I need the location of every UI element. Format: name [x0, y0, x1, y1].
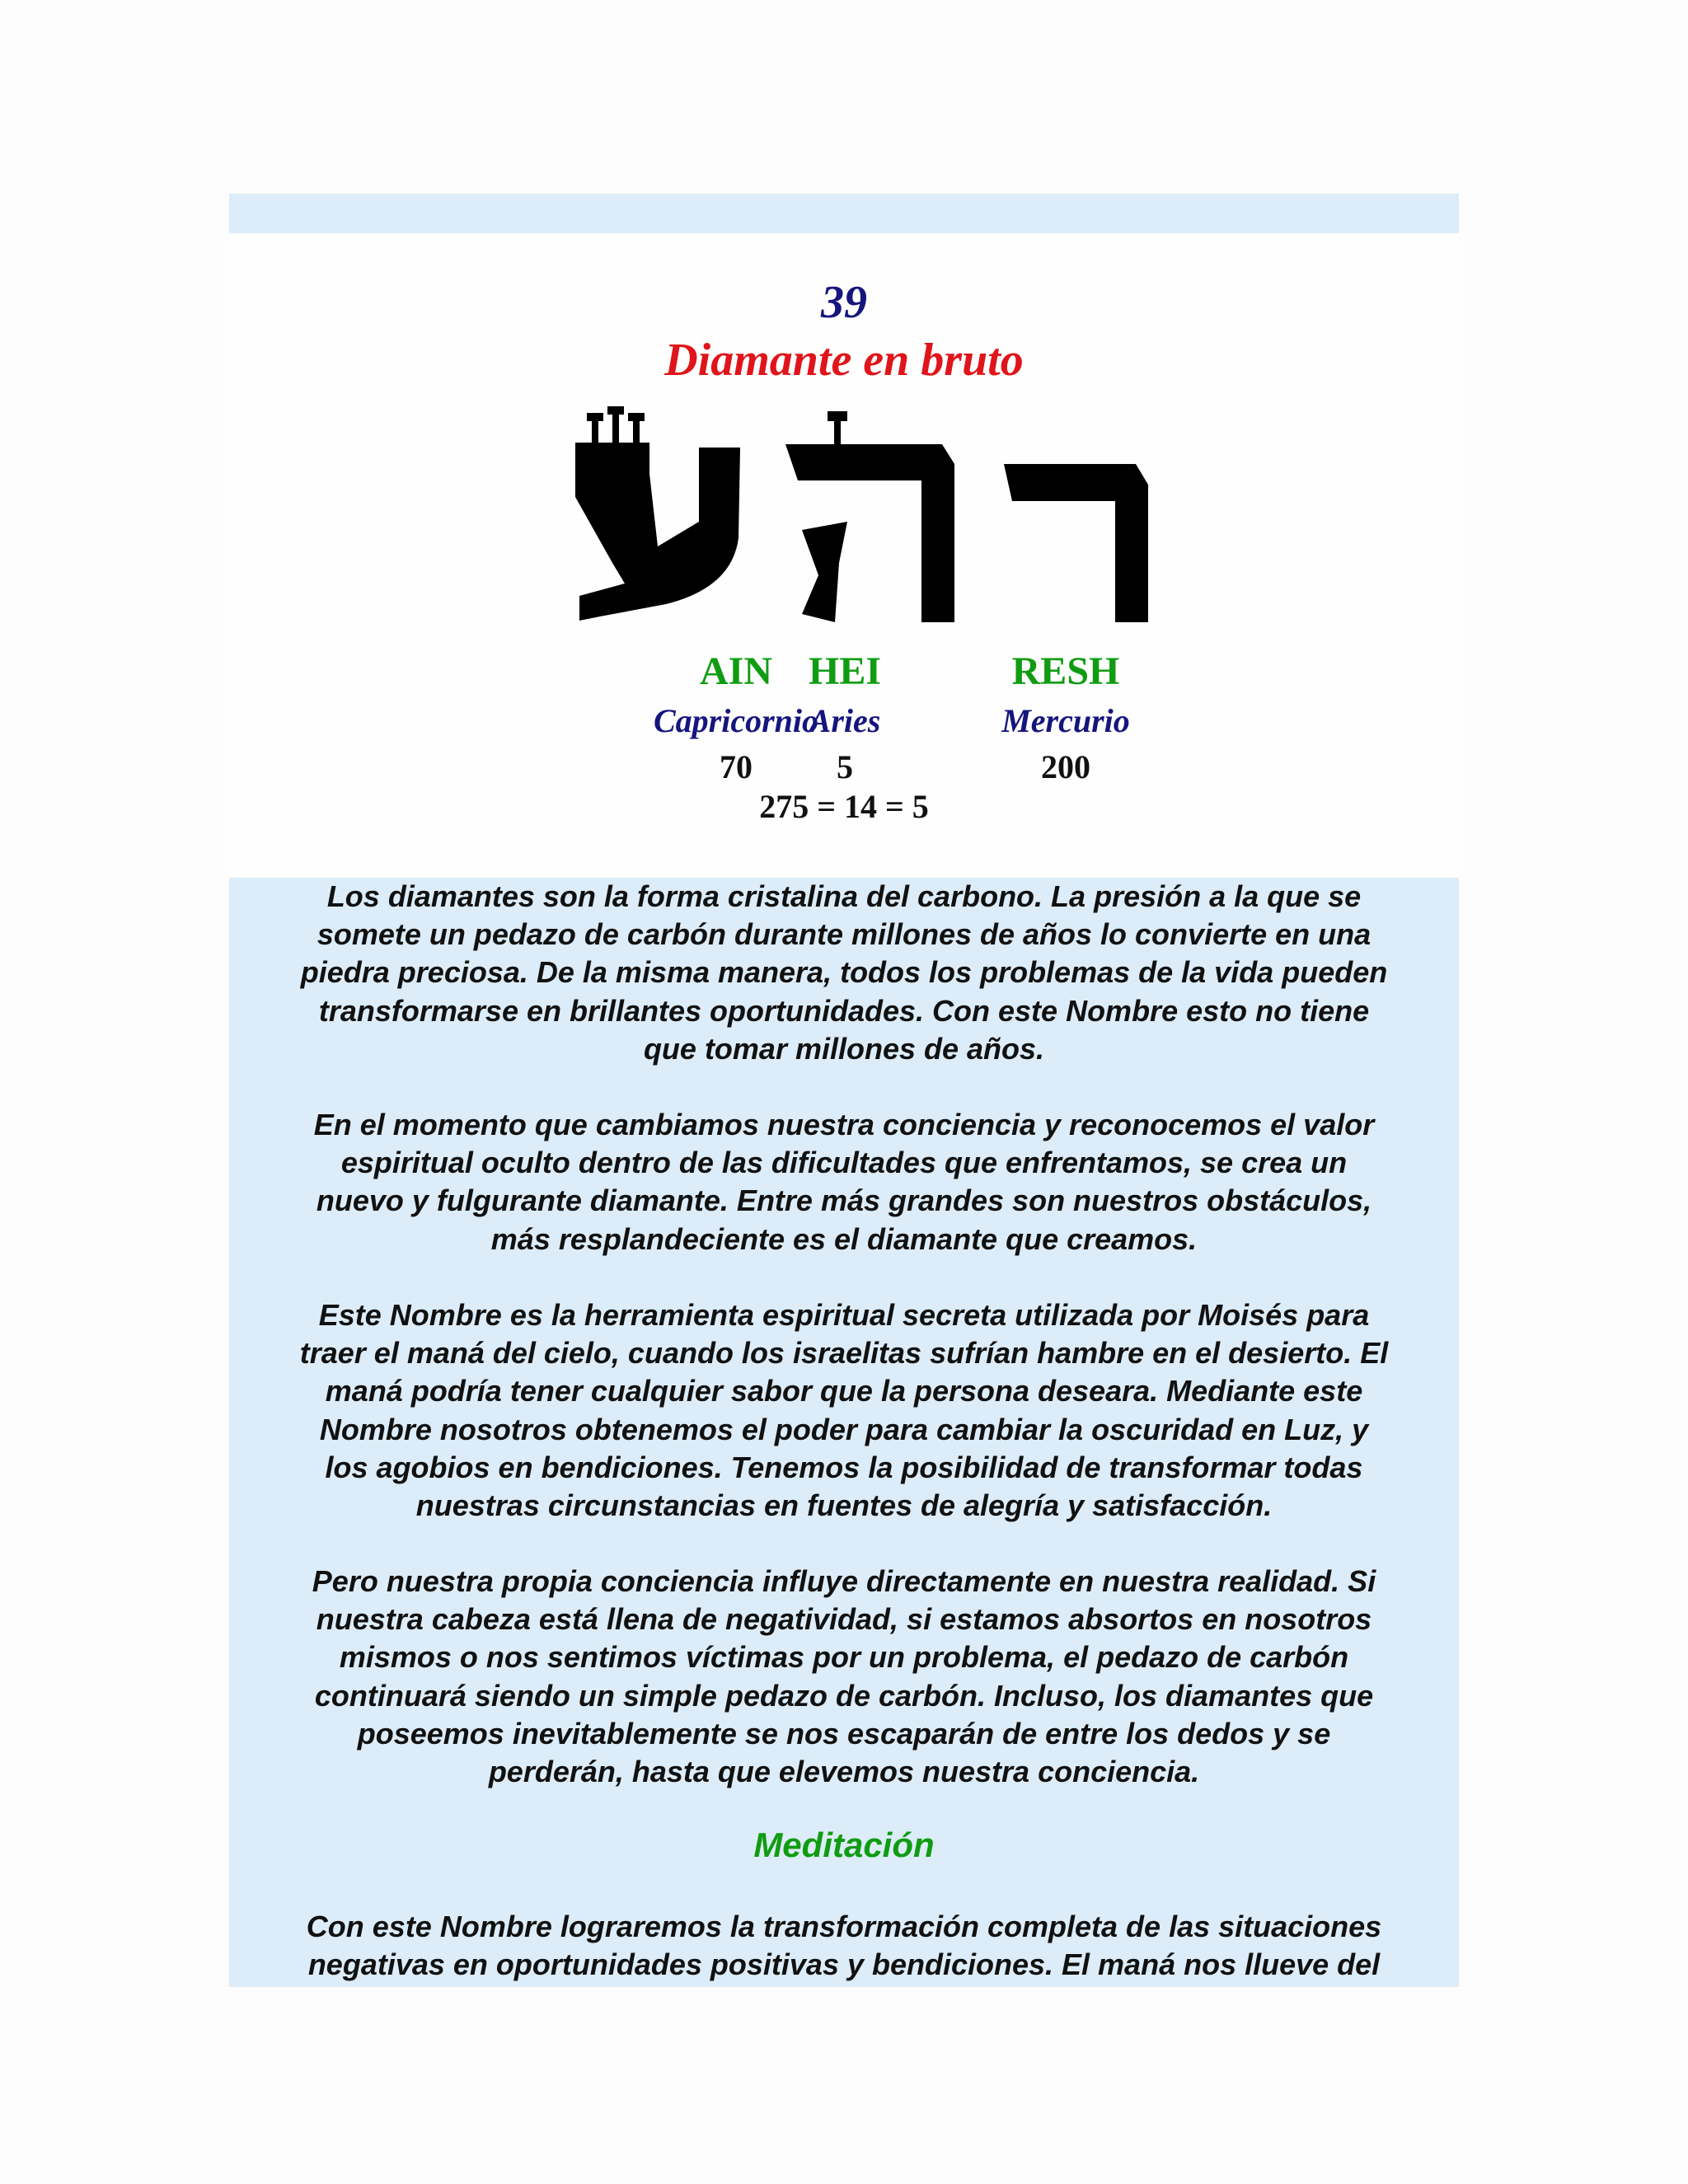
line: negativas en oportunidades positivas y bendiciones. El maná nos llueve del — [307, 1947, 1381, 1982]
line: En el momento que cambiamos nuestra conciencia y reconocemos el valor — [313, 1108, 1375, 1141]
description-block — [229, 878, 1459, 1987]
line: nuestra cabeza está llena de negatividad, si estamos absortos en nosotros — [316, 1602, 1372, 1637]
letter-name: HEI — [808, 649, 882, 693]
letter-column-hei — [721, 647, 968, 790]
hei-letter-glyph — [785, 411, 954, 622]
letter-name: AIN — [699, 649, 772, 693]
letter-sign: Aries — [809, 702, 881, 739]
line: Este Nombre es la herramienta espiritual secreta utilizada por Moisés para — [318, 1298, 1370, 1332]
line: piedra preciosa. De la misma manera, todos los problemas de la vida pueden — [300, 955, 1388, 990]
page-title: Diamante en bruto — [664, 335, 1024, 386]
line: perderán, hasta que elevemos nuestra conciencia. — [488, 1755, 1200, 1789]
line: que tomar millones de años. — [643, 1031, 1045, 1066]
line: transformarse en brillantes oportunidades. Con este Nombre esto no tiene — [318, 993, 1370, 1028]
line: Pero nuestra propia conciencia influye directamente en nuestra realidad. Si — [312, 1564, 1376, 1598]
line: traer el maná del cielo, cuando los israelitas sufrían hambre en el desierto. El — [299, 1336, 1389, 1371]
paragraph-2 — [229, 1106, 1459, 1258]
name-number: 39 — [821, 277, 867, 328]
line: continuará siendo un simple pedazo de carbón. Incluso, los diamantes que — [314, 1678, 1374, 1713]
meditation-paragraph — [229, 1908, 1459, 1984]
header-block — [229, 233, 1459, 878]
resh-letter-glyph — [1004, 464, 1148, 622]
letter-value: 200 — [1041, 748, 1090, 785]
line: poseemos inevitablemente se nos escaparán de entre los dedos y se — [357, 1716, 1331, 1750]
meditation-heading: Meditación — [753, 1825, 935, 1864]
letter-sign: Capricornio — [653, 702, 819, 739]
line: Nombre nosotros obtenemos el poder para cambiar la oscuridad en Luz, y — [319, 1412, 1369, 1446]
gematria-total: 275 = 14 = 5 — [759, 788, 929, 825]
letter-sign: Mercurio — [1001, 702, 1130, 739]
ayin-letter-glyph — [575, 406, 740, 621]
line: los agobios en bendiciones. Tenemos la posibilidad de transformar todas — [325, 1450, 1363, 1484]
line: espiritual oculto dentro de las dificultades que enfrentamos, se crea un — [340, 1146, 1348, 1180]
paragraph-4 — [229, 1563, 1459, 1791]
line: más resplandeciente es el diamante que creamos. — [490, 1221, 1198, 1256]
letter-value: 5 — [837, 748, 853, 785]
top-band — [229, 194, 1459, 233]
line: Con este Nombre lograremos la transformación completa de las situaciones — [306, 1910, 1382, 1943]
line: nuevo y fulgurante diamante. Entre más grandes son nuestros obstáculos, — [316, 1183, 1372, 1218]
line: mismos o nos sentimos víctimas por un problema, el pedazo de carbón — [339, 1640, 1349, 1675]
paragraph-1 — [229, 878, 1459, 1068]
line: maná podría tener cualquier sabor que la persona deseara. Mediante este — [325, 1374, 1363, 1408]
letter-value: 70 — [720, 748, 753, 785]
paragraph-3 — [229, 1296, 1459, 1525]
letter-column-resh — [942, 647, 1189, 790]
line: nuestras circunstancias en fuentes de alegría y satisfacción. — [415, 1488, 1273, 1523]
line: Los diamantes son la forma cristalina del carbono. La presión a la que se — [326, 879, 1362, 913]
line: somete un pedazo de carbón durante millones de años lo convierte en una — [316, 917, 1372, 952]
letter-name: RESH — [1011, 649, 1120, 693]
